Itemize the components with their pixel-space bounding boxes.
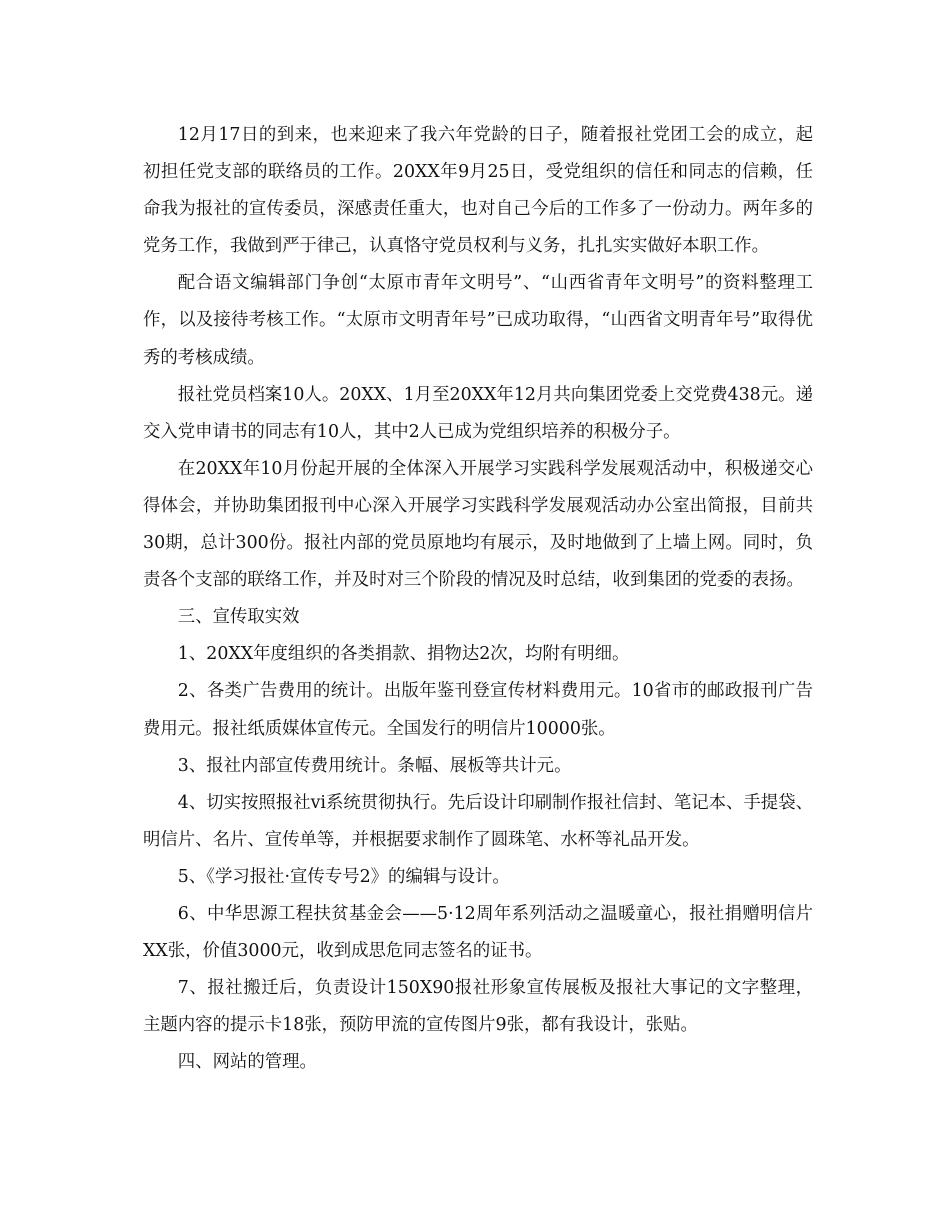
list-item-donations: 1、20XX年度组织的各类捐款、捐物达2次，均附有明细。 (177, 644, 630, 665)
section-heading-website: 四、网站的管理。 (177, 1052, 317, 1073)
paragraph-party-anniversary: 12月17日的到来，也来迎来了我六年党龄的日子，随着报社党团工会的成立，起初担任党支部的联络员的工作。20XX年9月25日，受党组织的信任和同志的信赖，任命我为报社的宣传委员，深感责任重大，也对自己今后的工作多了一份动力。两年多的党务工作，我做到严于律己，认真恪守党员权利与义务，扎扎实实做好本职工作。 (143, 125, 813, 257)
paragraph-scientific-development: 在20XX年10月份起开展的全体深入开展学习实践科学发展观活动中，积极递交心得体会，并协助集团报刊中心深入开展学习实践科学发展观活动办公室出简报，目前共30期，总计300份。报社内部的党员原地均有展示，及时地做到了上墙上网。同时，负责各个支部的联络工作，并及时对三个阶段的情况及时总结，收到集团的党委的表扬。 (143, 458, 813, 591)
paragraph-civilization-title: 配合语文编辑部门争创“太原市青年文明号”、“山西省青年文明号”的资料整理工作，以及接待考核工作。“太原市文明青年号”已成功取得，“山西省文明青年号”取得优秀的考核成绩。 (143, 273, 813, 368)
list-item-special-issue: 5、《学习报社·宣传专号2》的编辑与设计。 (177, 866, 510, 887)
list-item-charity: 6、中华思源工程扶贫基金会——5·12周年系列活动之温暖童心，报社捐赠明信片XX张，价值3000元，收到成思危同志签名的证书。 (143, 903, 813, 962)
list-item-internal-publicity: 3、报社内部宣传费用统计。条幅、展板等共计元。 (177, 755, 572, 776)
list-item-relocation-design: 7、报社搬迁后，负责设计150X90报社形象宣传展板及报社大事记的文字整理，主题内容的提示卡18张，预防甲流的宣传图片9张，都有我设计，张贴。 (143, 978, 813, 1036)
document-body (143, 117, 813, 1081)
section-heading-publicity: 三、宣传取实效 (177, 607, 300, 628)
list-item-vi-system: 4、切实按照报社vi系统贯彻执行。先后设计印刷制作报社信封、笔记本、手提袋、明信片、名片、宣传单等，并根据要求制作了圆珠笔、水杯等礼品开发。 (143, 792, 813, 850)
paragraph-party-records: 报社党员档案10人。20XX、1月至20XX年12月共向集团党委上交党费438元。递交入党申请书的同志有10人，其中2人已成为党组织培养的积极分子。 (143, 384, 813, 442)
list-item-advertising: 2、各类广告费用的统计。出版年鉴刊登宣传材料费用元。10省市的邮政报刊广告费用元。报社纸质媒体宣传元。全国发行的明信片10000张。 (143, 681, 813, 739)
